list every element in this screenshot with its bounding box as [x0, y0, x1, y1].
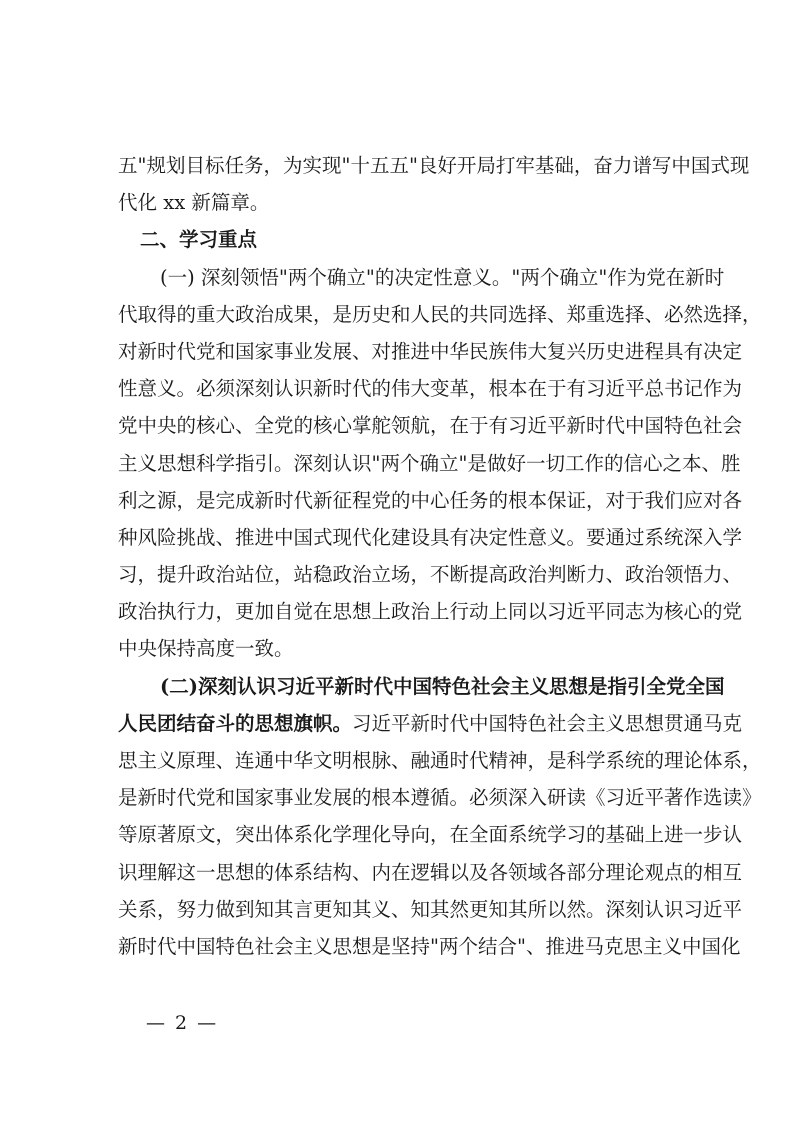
paragraph-line: 等原著原文，突出体系化学理化导向，在全面系统学习的基础上进一步认 — [118, 823, 743, 847]
paragraph-line: 习，提升政治站位，站稳政治立场，不断提高政治判断力、政治领悟力、 — [118, 563, 743, 587]
paragraph-line: 中央保持高度一致。 — [118, 637, 294, 661]
paragraph-line: 代化 xx 新篇章。 — [118, 191, 270, 215]
paragraph-line: 政治执行力，更加自觉在思想上政治上行动上同以习近平同志为核心的党 — [118, 600, 743, 624]
section-heading: 二、学习重点 — [140, 228, 258, 252]
subheading-2 — [118, 668, 725, 705]
paragraph-line: 代取得的重大政治成果，是历史和人民的共同选择、郑重选择、必然选择， — [118, 302, 762, 326]
paragraph-line — [118, 705, 743, 742]
paragraph-line: 性意义。必须深刻认识新时代的伟大变革，根本在于有习近平总书记作为 — [118, 377, 743, 401]
paragraph-line — [118, 259, 725, 296]
paragraph-line: 党中央的核心、全党的核心掌舵领航，在于有习近平新时代中国特色社会 — [118, 414, 743, 438]
paragraph-line: 五"规划目标任务，为实现"十五五"良好开局打牢基础，奋力谱写中国式现 — [118, 154, 750, 177]
paragraph-line: 对新时代党和国家事业发展、对推进中华民族伟大复兴历史进程具有决定 — [118, 339, 743, 363]
paragraph-text: "两个确立"作为党在新时 — [511, 265, 725, 289]
paragraph-line: 主义思想科学指引。深刻认识"两个确立"是做好一切工作的信心之本、胜 — [118, 451, 741, 475]
subheading-1: (一) 深刻领悟"两个确立"的决定性意义。 — [160, 265, 512, 289]
document-body — [118, 147, 762, 965]
subheading-2-text: (二)深刻认识习近平新时代中国特色社会主义思想是指引全党全国 — [160, 674, 725, 698]
paragraph-line: 思主义原理、连通中华文明根脉、融通时代精神，是科学系统的理论体系， — [118, 749, 762, 772]
paragraph-line: 新时代中国特色社会主义思想是坚持"两个结合"、推进马克思主义中国化 — [118, 934, 741, 958]
paragraph-line: 是新时代党和国家事业发展的根本遵循。必须深入研读《习近平著作选读》 — [118, 786, 762, 810]
paragraph-line: 种风险挑战、推进中国式现代化建设具有决定性意义。要通过系统深入学 — [118, 525, 743, 549]
subheading-2-cont: 人民团结奋斗的思想旗帜。 — [118, 711, 353, 735]
page-number: — 2 — — [146, 1012, 219, 1034]
paragraph-line: 利之源，是完成新时代新征程党的中心任务的根本保证，对于我们应对各 — [118, 488, 743, 512]
paragraph-line: 识理解这一思想的体系结构、内在逻辑以及各领域各部分理论观点的相互 — [118, 860, 743, 884]
paragraph-line: 关系，努力做到知其言更知其义、知其然更知其所以然。深刻认识习近平 — [118, 897, 743, 921]
paragraph-text: 习近平新时代中国特色社会主义思想贯通马克 — [352, 711, 743, 735]
